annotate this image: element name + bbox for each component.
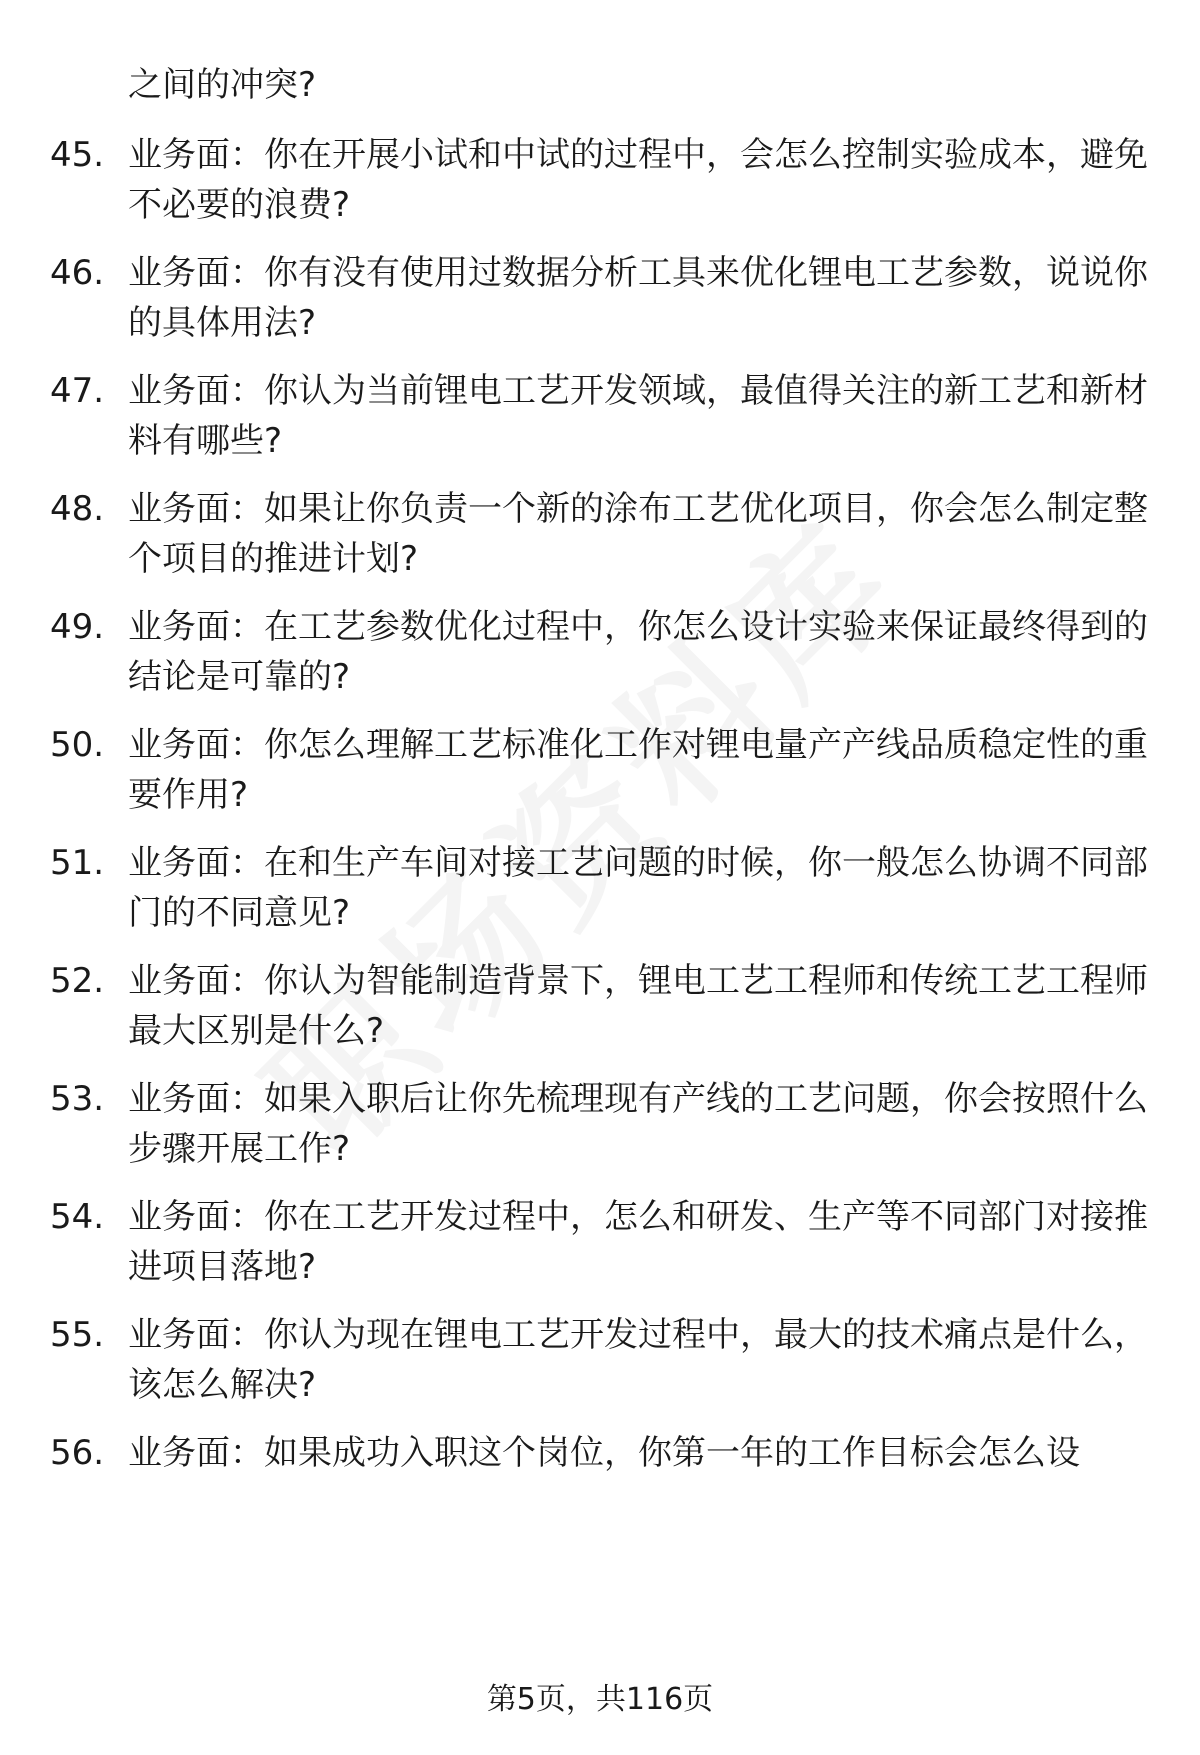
question-item xyxy=(50,956,1150,1056)
question-item xyxy=(50,1192,1150,1292)
question-number: 56. xyxy=(50,1433,105,1473)
question-number: 52. xyxy=(50,961,105,1001)
question-number: 48. xyxy=(50,489,105,529)
question-text: 业务面：在工艺参数优化过程中，你怎么设计实验来保证最终得到的结论是可靠的? xyxy=(128,607,1148,697)
question-number: 47. xyxy=(50,371,105,411)
question-item xyxy=(50,130,1150,230)
question-text: 业务面：如果入职后让你先梳理现有产线的工艺问题，你会按照什么步骤开展工作? xyxy=(128,1079,1148,1169)
question-text: 业务面：你认为智能制造背景下，锂电工艺工程师和传统工艺工程师最大区别是什么? xyxy=(128,961,1148,1051)
question-item xyxy=(50,366,1150,466)
question-text: 业务面：你在开展小试和中试的过程中，会怎么控制实验成本，避免不必要的浪费? xyxy=(128,135,1148,225)
question-item xyxy=(50,1310,1150,1410)
question-item xyxy=(50,1428,1150,1478)
question-item xyxy=(50,838,1150,938)
question-item xyxy=(50,720,1150,820)
question-number: 54. xyxy=(50,1197,105,1237)
question-number: 50. xyxy=(50,725,105,765)
question-item xyxy=(50,1074,1150,1174)
question-text: 业务面：你在工艺开发过程中，怎么和研发、生产等不同部门对接推进项目落地? xyxy=(128,1197,1148,1287)
question-text: 业务面：如果成功入职这个岗位，你第一年的工作目标会怎么设 xyxy=(128,1433,1080,1473)
question-text: 业务面：你认为现在锂电工艺开发过程中，最大的技术痛点是什么，该怎么解决? xyxy=(128,1315,1148,1405)
question-item xyxy=(50,484,1150,584)
question-number: 51. xyxy=(50,843,105,883)
question-text: 业务面：你怎么理解工艺标准化工作对锂电量产产线品质稳定性的重要作用? xyxy=(128,725,1148,815)
question-item xyxy=(50,248,1150,348)
question-item xyxy=(50,602,1150,702)
page-footer: 第5页，共116页 xyxy=(486,1682,714,1717)
question-text: 业务面：你有没有使用过数据分析工具来优化锂电工艺参数，说说你的具体用法? xyxy=(128,253,1148,343)
question-number: 45. xyxy=(50,135,105,175)
question-number: 55. xyxy=(50,1315,105,1355)
question-number: 49. xyxy=(50,607,105,647)
question-text: 业务面：如果让你负责一个新的涂布工艺优化项目，你会怎么制定整个项目的推进计划? xyxy=(128,489,1148,579)
question-text: 业务面：你认为当前锂电工艺开发领域，最值得关注的新工艺和新材料有哪些? xyxy=(128,371,1148,461)
question-number: 46. xyxy=(50,253,105,293)
question-text: 业务面：在和生产车间对接工艺问题的时候，你一般怎么协调不同部门的不同意见? xyxy=(128,843,1148,933)
question-number: 53. xyxy=(50,1079,105,1119)
continued-question-text: 之间的冲突? xyxy=(128,65,317,105)
